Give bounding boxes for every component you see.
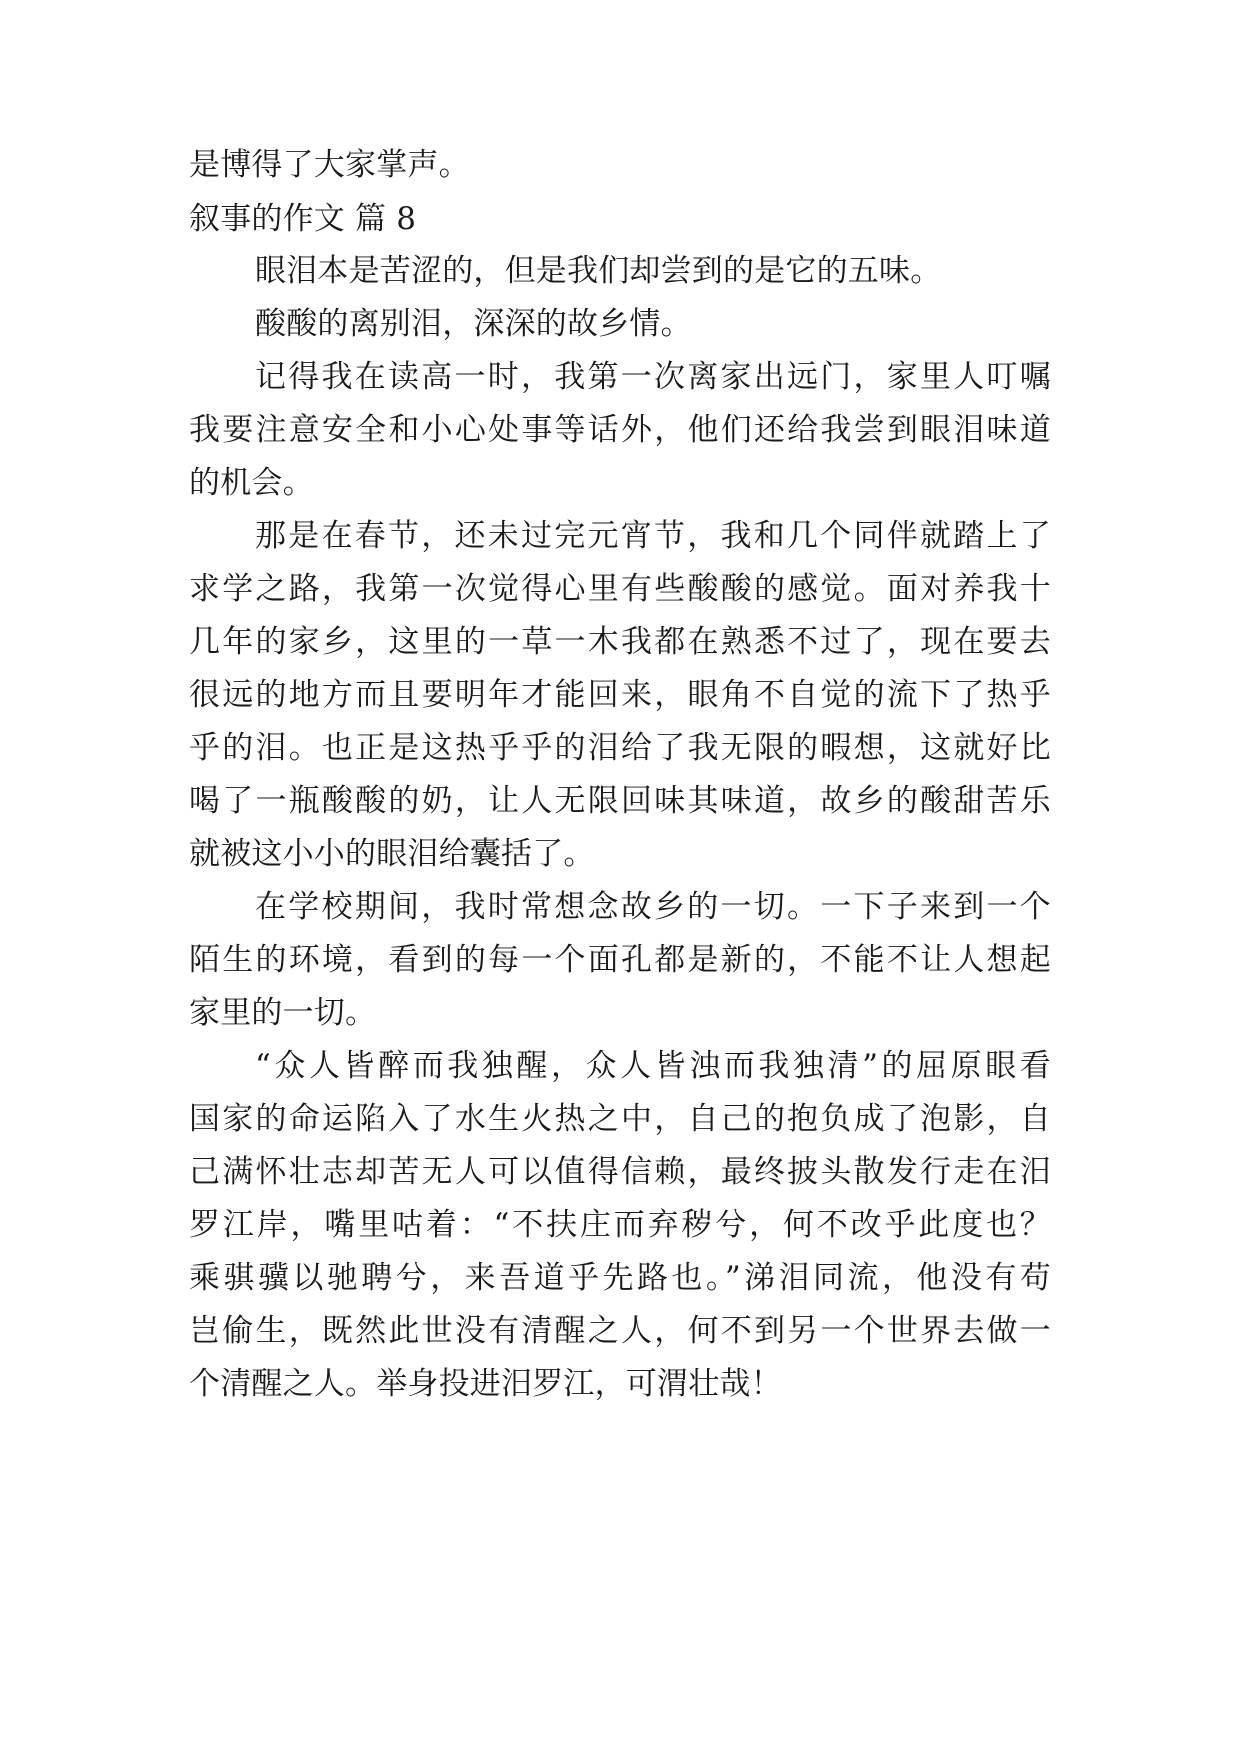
text-line: 求学之路，我第一次觉得心里有些酸酸的感觉。面对养我十 bbox=[189, 571, 1051, 607]
text-line: 就被这小小的眼泪给囊括了。 bbox=[189, 836, 595, 872]
text-line: 我要注意安全和小心处事等话外，他们还给我尝到眼泪味道 bbox=[189, 412, 1051, 448]
section-heading: 叙事的作文 篇 8 bbox=[189, 201, 417, 237]
text-line: 岂偷生，既然此世没有清醒之人，何不到另一个世界去做一 bbox=[189, 1313, 1051, 1349]
text-line: 很远的地方而且要明年才能回来，眼角不自觉的流下了热乎 bbox=[189, 677, 1051, 713]
text-line: 是博得了大家掌声。 bbox=[189, 147, 470, 183]
text-line: 乘骐骥以驰聘兮，来吾道乎先路也。”涕泪同流，他没有苟 bbox=[189, 1260, 1051, 1296]
text-line: 在学校期间，我时常想念故乡的一切。一下子来到一个 bbox=[255, 889, 1051, 925]
text-line: 己满怀壮志却苦无人可以值得信赖，最终披头散发行走在汨 bbox=[189, 1154, 1051, 1190]
text-line: 那是在春节，还未过完元宵节，我和几个同伴就踏上了 bbox=[255, 518, 1051, 554]
text-line: 乎的泪。也正是这热乎乎的泪给了我无限的暇想，这就好比 bbox=[189, 730, 1051, 766]
text-line: 喝了一瓶酸酸的奶，让人无限回味其味道，故乡的酸甜苦乐 bbox=[189, 783, 1051, 819]
text-line: 几年的家乡，这里的一草一木我都在熟悉不过了，现在要去 bbox=[189, 624, 1051, 660]
text-line: 酸酸的离别泪，深深的故乡情。 bbox=[255, 306, 692, 342]
text-line: 的机会。 bbox=[189, 465, 314, 501]
text-line: 国家的命运陷入了水生火热之中，自己的抱负成了泡影，自 bbox=[189, 1101, 1051, 1137]
text-line: 罗江岸，嘴里咕着：“不扶庄而弃秽兮，何不改乎此度也？ bbox=[189, 1207, 1051, 1243]
text-line: 家里的一切。 bbox=[189, 995, 377, 1031]
text-line: 陌生的环境，看到的每一个面孔都是新的，不能不让人想起 bbox=[189, 942, 1051, 978]
text-line: 个清醒之人。举身投进汨罗江，可渭壮哉！ bbox=[189, 1366, 782, 1402]
text-line: 记得我在读高一时，我第一次离家出远门，家里人叮嘱 bbox=[255, 359, 1051, 395]
text-line: “众人皆醉而我独醒，众人皆浊而我独清”的屈原眼看 bbox=[255, 1048, 1051, 1084]
text-line: 眼泪本是苦涩的，但是我们却尝到的是它的五味。 bbox=[255, 253, 942, 289]
